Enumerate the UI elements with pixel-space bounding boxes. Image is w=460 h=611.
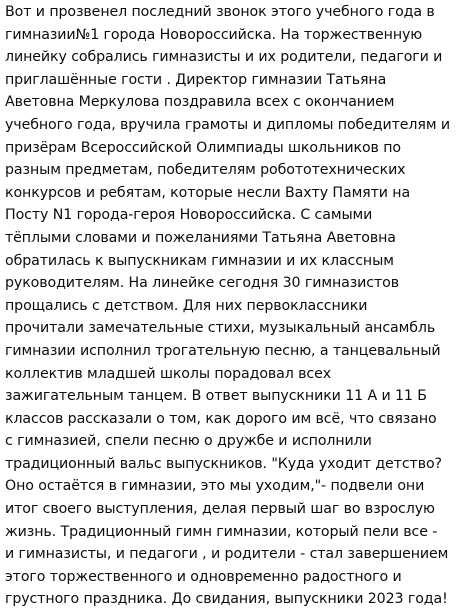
text-line: конкурсов и ребятам, которые несли Вахту Памяти на [5,184,411,201]
text-line: классов рассказали о том, как дорого им всё, что связано [5,410,437,427]
text-line: традиционный вальс выпускников. "Куда уходит детство? [5,455,442,472]
text-line: гимназии исполнил трогательную песню, а танцевальный [5,342,441,359]
text-line: коллектив младшей школы порадовал всех [5,365,332,382]
text-line: прочитали замечательные стихи, музыкальный ансамбль [5,320,436,337]
text-line: обратилась к выпускникам гимназии и их классным [5,252,394,269]
text-line: приглашённые гости . Директор гимназии Татьяна [5,71,387,88]
text-line: Посту N1 города-героя Новороссийска. С самыми [5,207,373,224]
text-line: с гимназией, спели песню о дружбе и исполнили [5,433,372,450]
text-line: тёплыми словами и пожеланиями Татьяна Аветовна [5,229,396,246]
text-line: прощались с детством. Для них первоклассники [5,297,368,314]
text-line: разным предметам, победителям робототехнических [5,162,406,179]
text-line: грустного праздника. До свидания, выпускники 2023 года! [5,591,448,608]
text-line: Аветовна Меркулова поздравила всех с окончанием [5,94,395,111]
text-line: призёрам Всероссийской Олимпиады школьников по [5,139,401,156]
text-line: зажигательным танцем. В ответ выпускники 11 А и 11 Б [5,388,427,405]
text-line: линейку собрались гимназисты и их родители, педагоги и [5,49,443,66]
text-line: гимназии№1 города Новороссийска. На торжественную [5,26,423,43]
text-line: жизнь. Традиционный гимн гимназии, который пели все - [5,523,438,540]
text-line: руководителям. На линейке сегодня 30 гимназистов [5,275,400,292]
text-line: Оно остаётся в гимназии, это мы уходим,"- подвели они [5,478,425,495]
text-line: Вот и прозвенел последний звонок этого учебного года в [5,4,435,20]
text-line: итог своего выступления, делая первый шаг во взрослую [5,501,435,518]
text-line: и гимназисты, и педагоги , и родители - стал завершением [5,546,449,563]
text-line: учебного года, вручила грамоты и дипломы победителям и [5,116,450,133]
text-line: этого торжественного и одновременно радостного и [5,568,402,585]
